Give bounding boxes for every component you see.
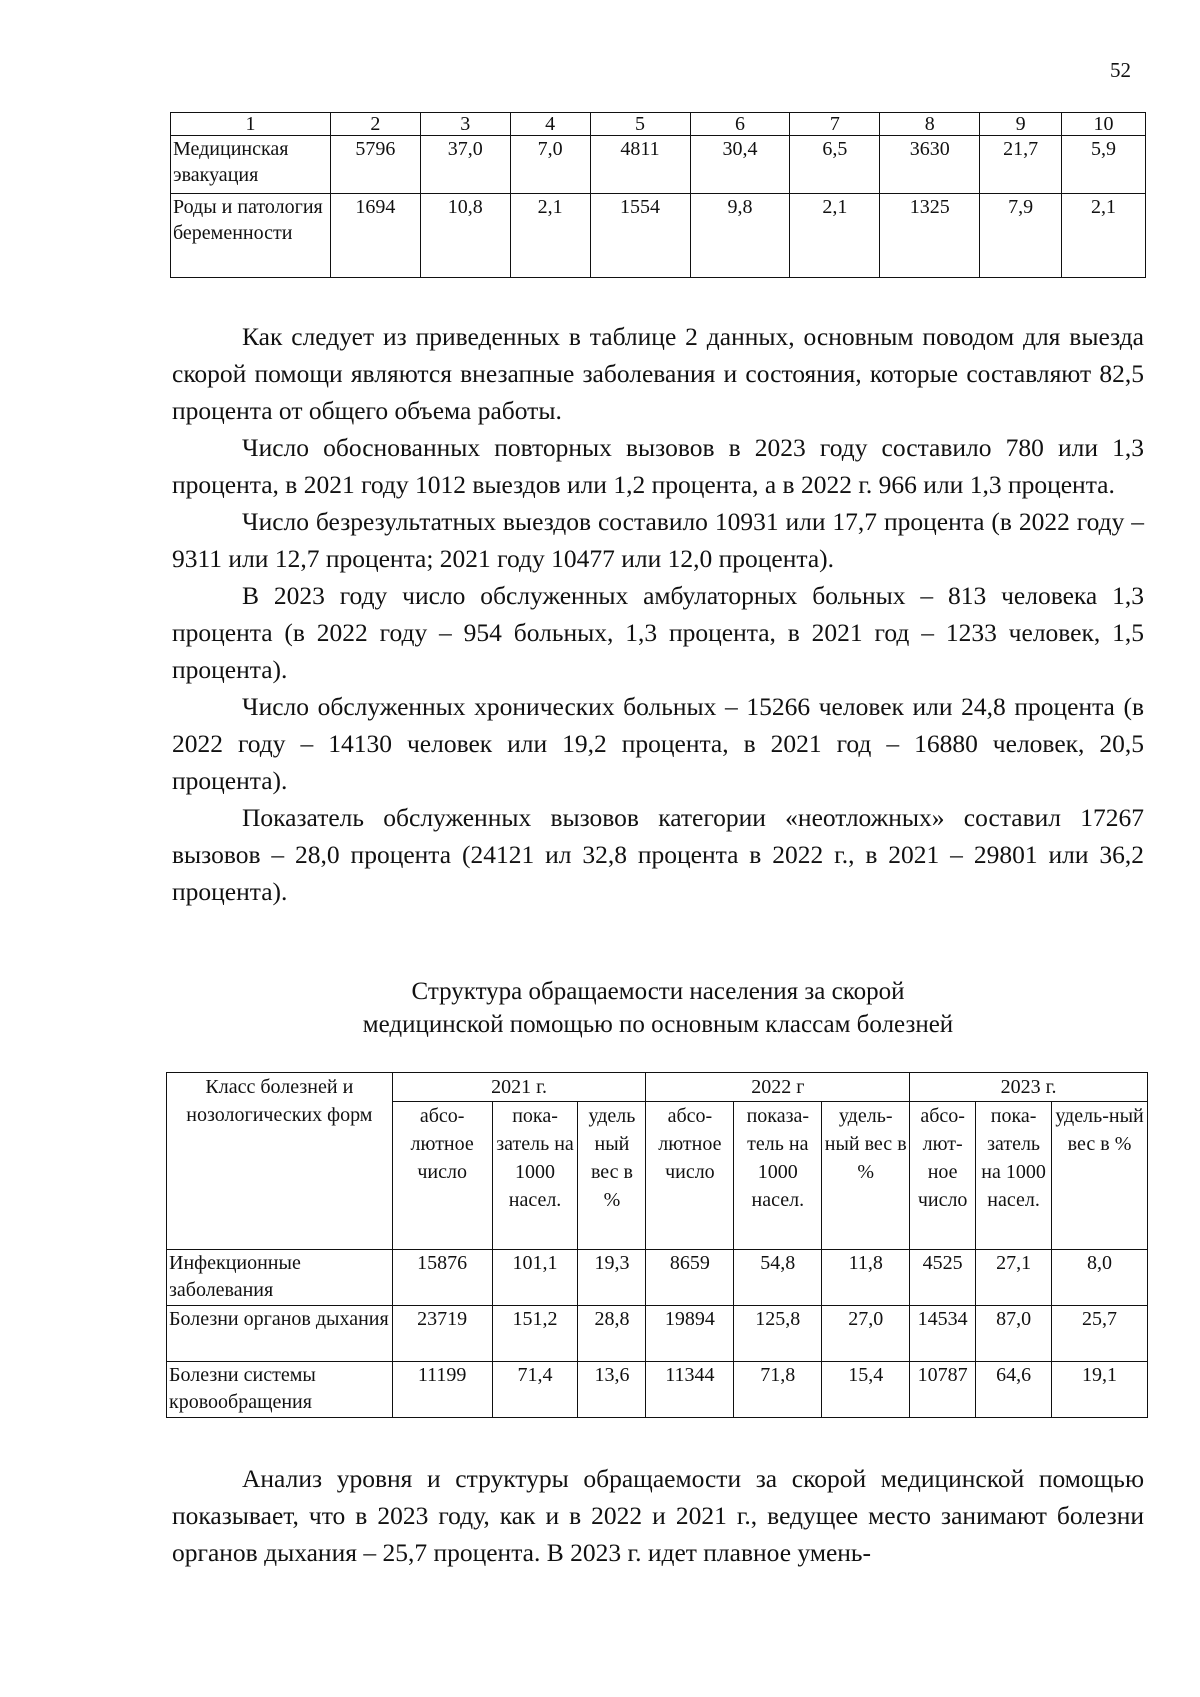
table-cell: 7,0 — [510, 136, 590, 194]
table-cell: 14534 — [910, 1306, 976, 1362]
column-number: 5 — [590, 113, 690, 136]
table-cell: 2,1 — [510, 194, 590, 278]
table-cell: 64,6 — [976, 1362, 1052, 1418]
subheader: абсо-лютное число — [646, 1102, 734, 1250]
paragraph: Показатель обслуженных вызовов категории «неотложных» составил 17267 вызовов – 28,0 процента (24121 ил 32,8 процента в 2022 г., в 2021 – 29801 или 36,2 процента). — [172, 803, 1144, 906]
table-row — [167, 1362, 1148, 1418]
table-cell: 11199 — [392, 1362, 492, 1418]
year-header-row — [167, 1073, 1148, 1102]
table-cell: 19,1 — [1052, 1362, 1148, 1418]
paragraph: Как следует из приведенных в таблице 2 данных, основным поводом для выезда скорой помощи являются внезапные заболевания и состояния, которые составляют 82,5 процента от общего объема работы. — [172, 322, 1144, 425]
table-cell: 87,0 — [976, 1306, 1052, 1362]
table-cell: 6,5 — [790, 136, 880, 194]
table-cell: 9,8 — [690, 194, 790, 278]
table-cell: 21,7 — [980, 136, 1062, 194]
year-header: 2023 г. — [910, 1073, 1148, 1102]
table-cell: 27,1 — [976, 1250, 1052, 1306]
table-cell: 5796 — [330, 136, 420, 194]
subheader: пока-затель на 1000 насел. — [492, 1102, 578, 1250]
row-label: Болезни системы кровообращения — [167, 1362, 393, 1418]
paragraph: Анализ уровня и структуры обращаемости за скорой медицинской помощью показывает, что в 2023 году, как и в 2022 и 2021 г., ведущее место занимают болезни органов дыхания – 25,7 процента. В 2023 г. идет плавное умень- — [172, 1464, 1144, 1567]
row-label: Роды и патология беременности — [171, 194, 331, 278]
table-cell: 19894 — [646, 1306, 734, 1362]
table-cell: 71,8 — [734, 1362, 822, 1418]
table-cell: 151,2 — [492, 1306, 578, 1362]
paragraph: Число обоснованных повторных вызовов в 2023 году составило 780 или 1,3 процента, в 2021 году 1012 выездов или 1,2 процента, а в 2022 г. 966 или 1,3 процента. — [172, 433, 1144, 499]
caption-line: Структура обращаемости населения за скорой — [411, 978, 905, 1005]
closing-text — [172, 1460, 1144, 1571]
subheader: пока-затель на 1000 насел. — [976, 1102, 1052, 1250]
column-number: 4 — [510, 113, 590, 136]
body-text — [172, 318, 1144, 910]
column-number: 3 — [420, 113, 510, 136]
column-number: 9 — [980, 113, 1062, 136]
paragraph: Число безрезультатных выездов составило 10931 или 17,7 процента (в 2022 году – 9311 или 12,7 процента; 2021 году 10477 или 12,0 процента). — [172, 507, 1144, 573]
subheader: удель-ный вес в % — [822, 1102, 910, 1250]
row-label: Медицинская эвакуация — [171, 136, 331, 194]
table-cell: 30,4 — [690, 136, 790, 194]
disease-structure-table — [166, 1072, 1148, 1418]
table-cell: 125,8 — [734, 1306, 822, 1362]
table-cell: 8659 — [646, 1250, 734, 1306]
table-row — [167, 1250, 1148, 1306]
column-number: 2 — [330, 113, 420, 136]
table-cell: 15876 — [392, 1250, 492, 1306]
table-cell: 10787 — [910, 1362, 976, 1418]
year-header: 2022 г — [646, 1073, 910, 1102]
table-cell: 71,4 — [492, 1362, 578, 1418]
table-cell: 5,9 — [1062, 136, 1146, 194]
table-cell: 11344 — [646, 1362, 734, 1418]
table-cell: 3630 — [880, 136, 980, 194]
table-row — [171, 194, 1146, 278]
column-number: 6 — [690, 113, 790, 136]
table-cell: 7,9 — [980, 194, 1062, 278]
column-number: 1 — [171, 113, 331, 136]
table-cell: 1325 — [880, 194, 980, 278]
table-cell: 11,8 — [822, 1250, 910, 1306]
table-cell: 2,1 — [790, 194, 880, 278]
table-header-row — [171, 113, 1146, 136]
row-label: Инфекционные заболевания — [167, 1250, 393, 1306]
table-cell: 15,4 — [822, 1362, 910, 1418]
table-cell: 8,0 — [1052, 1250, 1148, 1306]
table-cell: 101,1 — [492, 1250, 578, 1306]
table-cell: 54,8 — [734, 1250, 822, 1306]
table-cell: 1554 — [590, 194, 690, 278]
table-cell: 13,6 — [578, 1362, 646, 1418]
table-cell: 28,8 — [578, 1306, 646, 1362]
table-cell: 19,3 — [578, 1250, 646, 1306]
continuation-table — [170, 112, 1146, 278]
table-cell: 4525 — [910, 1250, 976, 1306]
column-number: 10 — [1062, 113, 1146, 136]
table-cell: 23719 — [392, 1306, 492, 1362]
year-header: 2021 г. — [392, 1073, 646, 1102]
column-number: 7 — [790, 113, 880, 136]
subheader: абсо-лютное число — [392, 1102, 492, 1250]
subheader: удель ный вес в % — [578, 1102, 646, 1250]
table-cell: 4811 — [590, 136, 690, 194]
page-number: 52 — [1110, 58, 1131, 82]
paragraph: Число обслуженных хронических больных – 15266 человек или 24,8 процента (в 2022 году – 14130 человек или 19,2 процента, в 2021 год – 16880 человек, 20,5 процента). — [172, 692, 1144, 795]
table-cell: 10,8 — [420, 194, 510, 278]
table-cell: 1694 — [330, 194, 420, 278]
table-cell: 25,7 — [1052, 1306, 1148, 1362]
subheader: абсо-лют-ное число — [910, 1102, 976, 1250]
class-header: Класс болезней и нозологических форм — [167, 1073, 393, 1250]
table-caption — [172, 975, 1144, 1041]
table-cell: 2,1 — [1062, 194, 1146, 278]
subheader: показа-тель на 1000 насел. — [734, 1102, 822, 1250]
column-number: 8 — [880, 113, 980, 136]
row-label: Болезни органов дыхания — [167, 1306, 393, 1362]
caption-line: медицинской помощью по основным классам болезней — [362, 1011, 954, 1038]
paragraph: В 2023 году число обслуженных амбулаторных больных – 813 человека 1,3 процента (в 2022 году – 954 больных, 1,3 процента, в 2021 год – 1233 человек, 1,5 процента). — [172, 581, 1144, 684]
subheader: удель-ный вес в % — [1052, 1102, 1148, 1250]
table-row — [171, 136, 1146, 194]
table-cell: 37,0 — [420, 136, 510, 194]
table-cell: 27,0 — [822, 1306, 910, 1362]
table-row — [167, 1306, 1148, 1362]
